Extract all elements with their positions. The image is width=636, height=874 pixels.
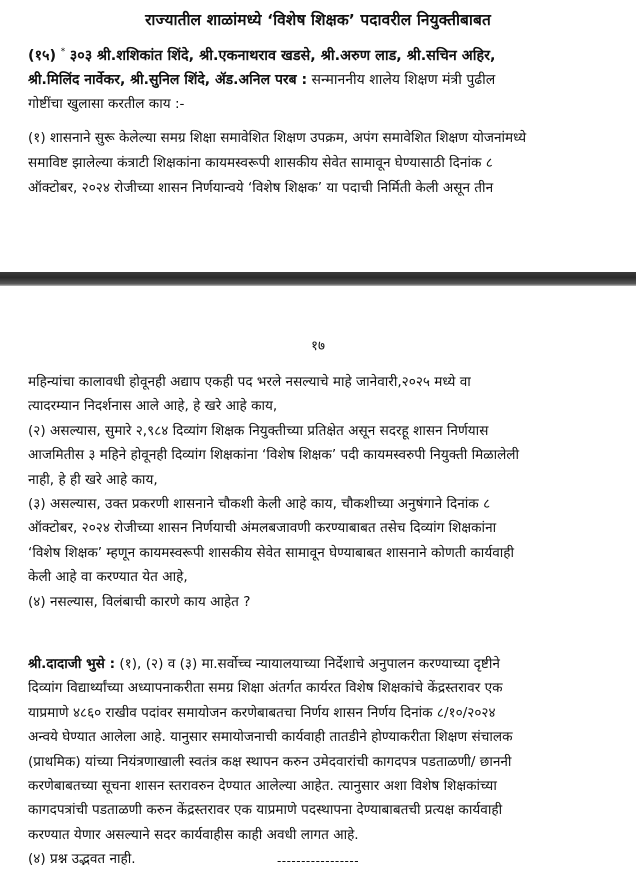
question-text-line: महिन्यांचा कालावधी होवूनही अद्याप एकही पद भरले नसल्याचे माहे जानेवारी,२०२५ मध्ये वा xyxy=(28,374,471,390)
minister-intro: सन्माननीय शालेय शिक्षण मंत्री पुढील xyxy=(311,71,496,88)
starred-mark: * xyxy=(60,47,66,57)
question-text-line: ऑक्टोबर, २०२४ रोजीच्या शासन निर्णयाची अंमलबजावणी करण्याबाबत तसेच दिव्यांग शिक्षकांना xyxy=(28,520,497,537)
question-text-line: ‘विशेष शिक्षक’ म्हणून कायमस्वरूपी शासकीय सेवेत सामावून घेण्याबाबत शासनाने कोणती कार्यवाही xyxy=(28,544,515,561)
answer-text-line: (प्राथमिक) यांच्या नियंत्रणाखाली स्वतंत्र कक्ष स्थापन करुन उमेदवारांची कागदपत्र पडताळणी/ छाननी xyxy=(28,753,512,770)
members-line-2: श्री.मिलिंद नार्वेकर, श्री.सुनिल शिंदे, ॲड.अनिल परब : xyxy=(28,71,308,88)
question-text-line: नाही, हे ही खरे आहे काय, xyxy=(28,471,158,488)
question-text-line: (४) नसल्यास, विलंबाची कारणे काय आहेत ? xyxy=(28,593,251,610)
page-break-divider xyxy=(0,272,636,286)
answer-text-line: (४) प्रश्न उद्भवत नाही. xyxy=(28,851,136,868)
question-part-1 xyxy=(28,126,606,201)
end-separator: ----------------- xyxy=(276,854,360,868)
answer-text-line: याप्रमाणे ४८६० राखीव पदांवर समायोजन करणेबाबतचा निर्णय शासन निर्णय दिनांक ८/१०/२०२४ xyxy=(28,704,496,721)
question-number: (१५) xyxy=(28,47,57,64)
page-number: १७ xyxy=(310,338,326,354)
answer-text-line: करणेबाबतच्या सूचना शासन स्तरावरुन देण्यात आलेल्या आहेत. त्यानुसार अशा विशेष शिक्षकांच्या xyxy=(28,778,497,795)
question-text-line: त्यादरम्यान निदर्शनास आले आहे, हे खरे आहे काय, xyxy=(28,398,278,415)
page-top-fragment xyxy=(0,0,636,272)
question-id: ३०३ xyxy=(69,47,93,64)
question-text-line: (१) शासनाने सुरू केलेल्या समग्र शिक्षा समावेशित शिक्षण उपक्रम, अपंग समावेशित शिक्षण योजनांमध्ये xyxy=(28,130,527,146)
answer-text-line: कागदपत्रांची पडताळणी करुन केंद्रस्तरावर एक याप्रमाणे पदस्थापना देण्याबाबतची प्रत्यक्ष कार्यवाही xyxy=(28,802,503,819)
answer-text-line: अन्वये घेण्यात आलेला आहे. यानुसार समायोजनाची कार्यवाही तातडीने होण्याकरीता शिक्षण संचालक xyxy=(28,729,513,746)
question-header xyxy=(28,40,606,116)
answer-text-line: दिव्यांग विद्यार्थ्यांच्या अध्यापनाकरीता समग्र शिक्षा अंतर्गत कार्यरत विशेष शिक्षकांचे केंद्रस्तरावर एक xyxy=(28,680,503,697)
question-continuation xyxy=(28,370,606,614)
answer-first-line: (१), (२) व (३) मा.सर्वोच्च न्यायालयाच्या निर्देशाचे अनुपालन करण्याच्या दृष्टीने xyxy=(119,656,500,672)
answer-text-line: करण्यात येणार असल्याने सदर कार्यवाहीस काही अवधी लागत आहे. xyxy=(28,826,359,843)
question-text-line: (२) असल्यास, सुमारे २,९८४ दिव्यांग शिक्षक नियुक्तीच्या प्रतिक्षेत असून सदरहू शासन निर्णयास xyxy=(28,422,489,439)
question-text-line: ऑक्टोबर, २०२४ रोजीच्या शासन निर्णयान्वये ‘विशेष शिक्षक’ या पदाची निर्मिती केली असून तीन xyxy=(28,180,494,196)
answer-minister: श्री.दादाजी भुसे : xyxy=(28,656,116,672)
question-text-line: (३) असल्यास, उक्त प्रकरणी शासनाने चौकशी केली आहे काय, चौकशीच्या अनुषंगाने दिनांक ८ xyxy=(28,496,491,513)
intro-line-3: गोष्टींचा खुलासा करतील काय :- xyxy=(28,95,185,112)
question-text-line: समाविष्ट झालेल्या कंत्राटी शिक्षकांना कायमस्वरूपी शासकीय सेवेत सामावून घेण्यासाठी दिनांक ८ xyxy=(28,155,493,171)
members-line-1: श्री.शशिकांत शिंदे, श्री.एकनाथराव खडसे, श्री.अरुण लाड, श्री.सचिन अहिर, xyxy=(96,47,496,64)
answer-block xyxy=(28,652,606,872)
page-bottom-fragment xyxy=(0,286,636,874)
question-text-line: केली आहे वा करण्यात येत आहे, xyxy=(28,569,188,586)
question-text-line: आजमितीस ३ महिने होवूनही दिव्यांग शिक्षकांना ‘विशेष शिक्षक’ पदी कायमस्वरुपी नियुक्ती मिळालेली xyxy=(28,447,520,464)
question-title: राज्यातील शाळांमध्ये ‘विशेष शिक्षक’ पदावरील नियुक्तीबाबत xyxy=(145,11,491,29)
